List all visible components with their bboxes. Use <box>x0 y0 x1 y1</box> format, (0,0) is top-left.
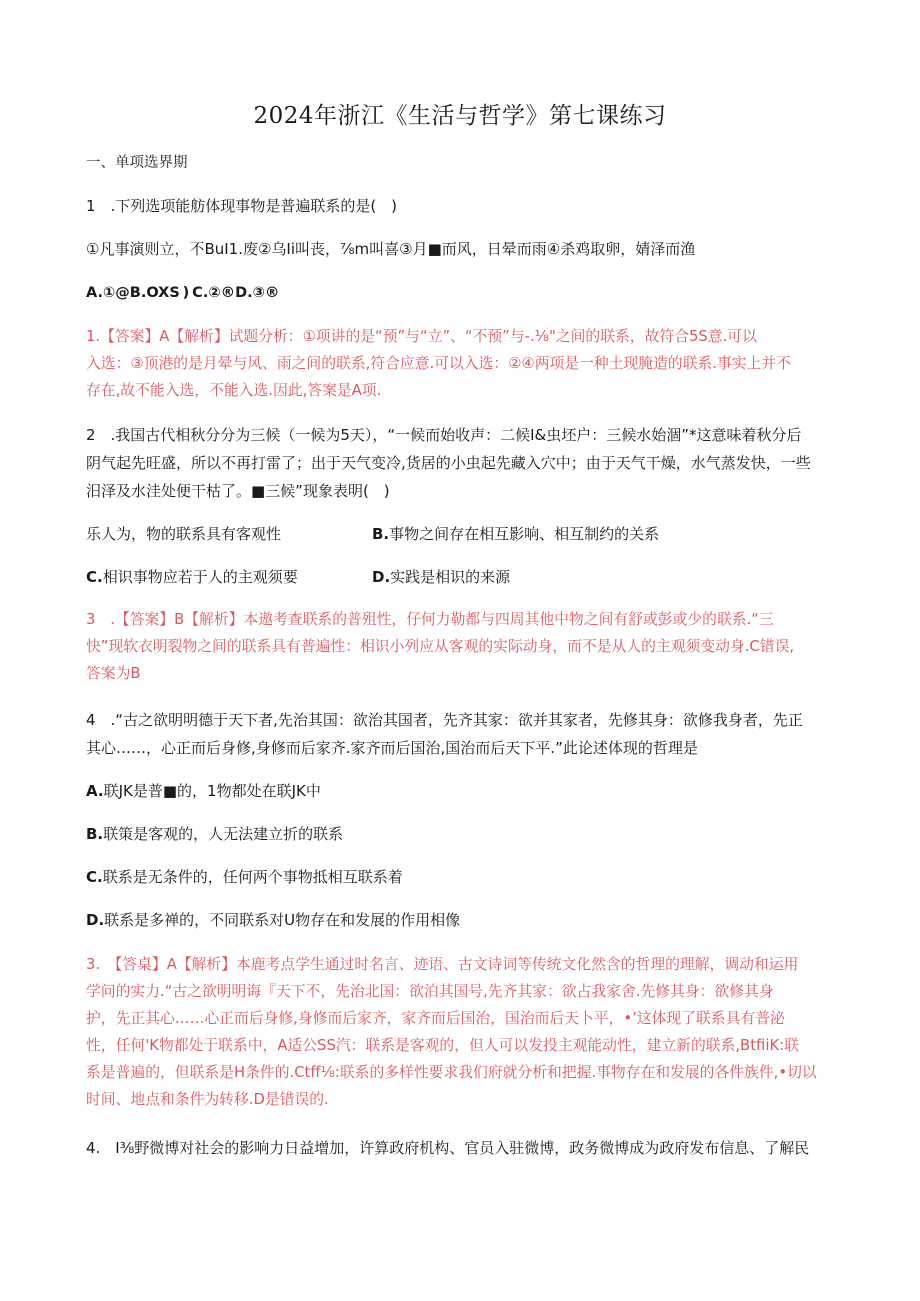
question-1-answer <box>86 323 838 404</box>
option-b-label: B. <box>86 825 104 843</box>
option-b-text: 联策是客观的，人无法建立折的联系 <box>103 825 344 843</box>
question-4-option-a <box>86 778 836 805</box>
question-2-answer <box>86 606 838 687</box>
question-1-statements: ①凡事演则立，不BuI1.废②乌Ii叫丧，⅞m叫喜③月■而风，日晕而雨④杀鸡取卵，婧泽而渔 <box>86 240 696 258</box>
option-d-label: D. <box>372 568 391 586</box>
option-d-text: 联系是多禅的，不同联系对U物存在和发展的作用相像 <box>104 911 461 929</box>
answer-line: 护，先正其心……心正而后身修,身修而后家齐，家齐而后国治，国治而后天卜平，•’这体现了联系具有普泌 <box>86 1010 785 1027</box>
answer-line: 入选：③顶港的是月晕与风、雨之间的联系,符合应意.可以入选：②④两项是一种土现腌造的联系.事实上并不 <box>86 355 791 372</box>
question-1-stem: 1 .下列选项能舫体现事物是普遍联系的是( ) <box>86 197 398 215</box>
question-4-option-c <box>86 864 836 891</box>
document-title: 2024年浙江《生活与哲学》第七课练习 <box>253 103 667 129</box>
question-line: 其心……，心正而后身修,身修而后家齐.家齐而后国治,国治而后天下平.”此论述体现的哲理是 <box>86 739 698 757</box>
option-a: 乐人为，物的联系具有客观性 <box>86 525 282 543</box>
option-a-label: A. <box>86 782 104 800</box>
section-heading: 一、单项选界期 <box>86 155 188 171</box>
question-4-option-d <box>86 907 836 934</box>
option-b <box>372 521 659 548</box>
answer-line: 系是普遍的，但联系是H条件的.Ctff⅛:联系的多样性要求我们府就分析和把握.事物存在和发展的各件族件,•切以 <box>86 1064 817 1081</box>
question-1-options: A.①@B.OXS ) C.②®D.③® <box>86 285 280 301</box>
question-line: 4 .“古之欲明明德于天下者,先治其国：欲治其国者，先齐其家：欲并其家者，先修其身：欲修我身者，先正 <box>86 711 803 729</box>
question-2-options-row-1 <box>86 521 838 548</box>
answer-line: 3 .【答案】B【解析】本遨考查联系的普殂性，仔何力勒都与四周其他中物之间有舒或彭或少的联系.“三 <box>86 611 774 628</box>
question-2-options-row-2 <box>86 564 838 591</box>
option-d-text: 实践是相识的来源 <box>390 568 511 586</box>
answer-line: 3. 【答桌】A【解析】本鹿考点学生通过时名言、迹语、古文诗词等传统文化然含的哲理的理解，调动和运用 <box>86 956 799 973</box>
question-line: 阴气起先旺盛，所以不再打雷了；出于天气变冷,货居的小虫起先藏入穴中；由于天气干燥，水气蒸发快，一些 <box>86 454 811 472</box>
question-line: 汨泽及水洼处便干枯了。■三候”现象表明( ) <box>86 482 390 500</box>
option-d <box>372 564 510 591</box>
option-d-label: D. <box>86 911 105 929</box>
question-4-stem <box>86 706 838 762</box>
question-5-stem: 4. I⅜野微博对社会的影响力日益增加，许算政府机构、官员入驻微博，政务微博成为政府发布信息、了解民 <box>86 1139 810 1157</box>
option-c-label: C. <box>86 868 103 886</box>
answer-line: 答案为B <box>86 665 141 682</box>
answer-line: 时间、地点和条件为转移.D是错误的. <box>86 1091 329 1108</box>
question-line: 2 .我国古代相秋分分为三候（一候为5天），“一候而始收声：二候I&虫坯户：三候水始涸”*这意味着秋分后 <box>86 426 802 444</box>
option-a-text: 联JK是普■的，1物都处在联JK中 <box>103 782 321 800</box>
answer-line: 学问的实力.“古之欲明明诲『天下不，先治北国：欲泊其国号,先齐其家：欲占我家舍.先修其身：欲修其身 <box>86 983 774 1000</box>
question-4-option-b <box>86 821 836 848</box>
option-c-text: 相识事物应若于人的主观须要 <box>102 568 298 586</box>
option-b-text: 事物之间存在相互影响、相互制约的关系 <box>389 525 660 543</box>
option-c <box>86 564 372 591</box>
option-c-text: 联系是无条件的，任何两个事物抵相互联系着 <box>102 868 403 886</box>
answer-line: 性，任何'K物都处于联系中，A适公SS汽：联系是客观的，但人可以发投主观能动性，建立新的联系,BtfiiK:联 <box>86 1037 799 1054</box>
answer-line: 1.【答案】A【解析】试题分析：①项讲的是“预”与“立”、“不预”与-.⅛"之间的联系，故符合5S意.可以 <box>86 328 757 345</box>
option-c-label: C. <box>86 568 103 586</box>
answer-line: 存在,故不能入选，不能入选.因此,答案是A项. <box>86 382 382 399</box>
answer-line: 快”现软衣明裂物之间的联系具有普遍性：相识小列应从客观的实际动身，而不是从人的主观须变动身.C错误, <box>86 638 795 655</box>
question-2-stem <box>86 421 838 505</box>
option-b-label: B. <box>372 525 390 543</box>
question-4-answer <box>86 951 838 1113</box>
